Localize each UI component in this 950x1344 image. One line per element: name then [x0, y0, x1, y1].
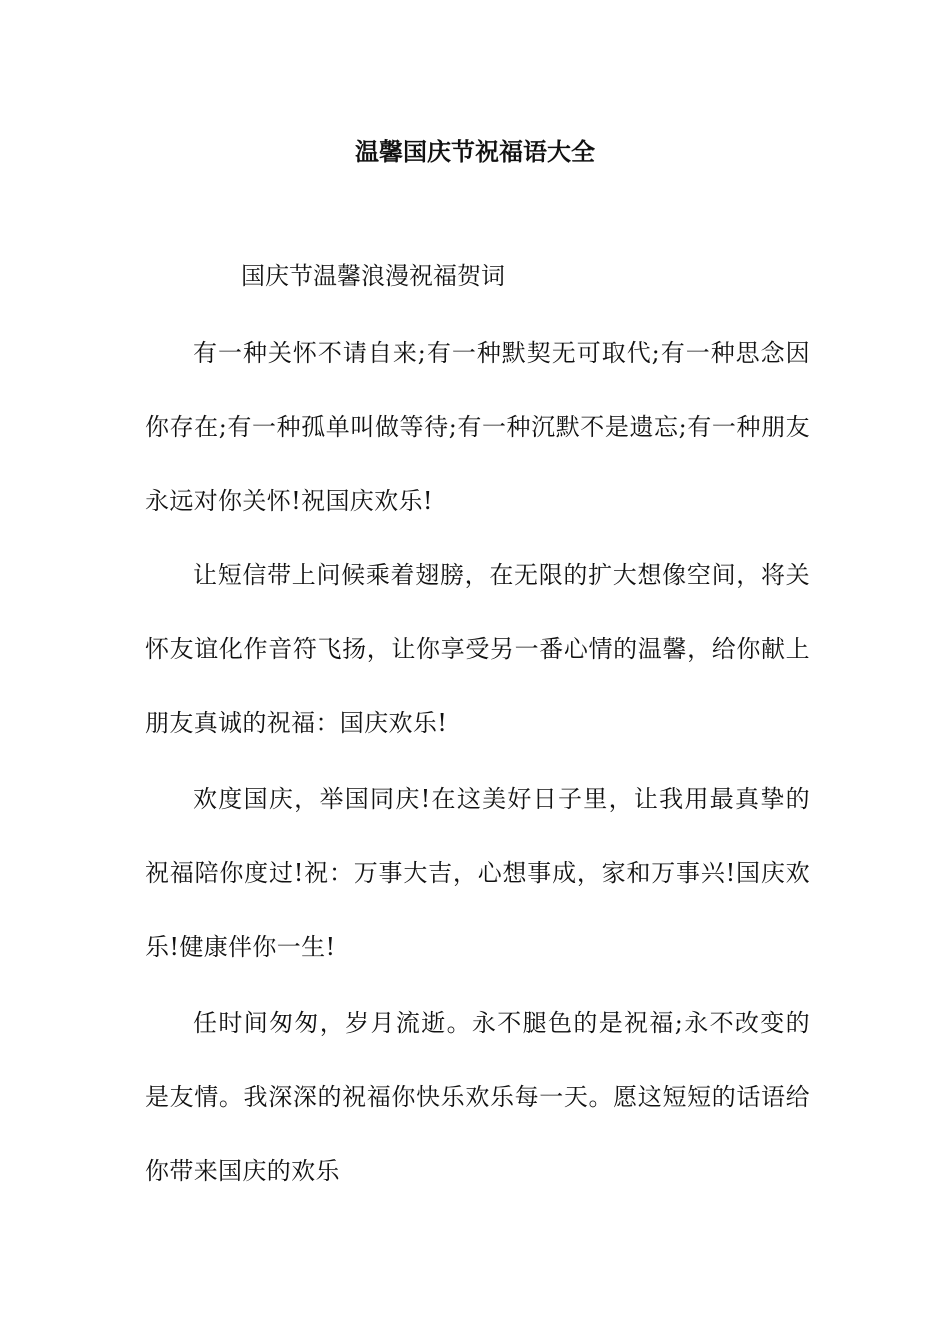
- document-title: 温馨国庆节祝福语大全: [355, 138, 595, 166]
- paragraph-4: 任时间匆匆，岁月流逝。永不腿色的是祝福;永不改变的是友情。我深深的祝福你快乐欢乐每一天。愿这短短的话语给你带来国庆的欢乐: [145, 1009, 810, 1185]
- document-subtitle: 国庆节温馨浪漫祝福贺词: [241, 262, 505, 290]
- paragraph-1: 有一种关怀不请自来;有一种默契无可取代;有一种思念因你存在;有一种孤单叫做等待;有一种沉默不是遗忘;有一种朋友永远对你关怀!祝国庆欢乐!: [145, 339, 810, 515]
- paragraph-3: 欢度国庆，举国同庆!在这美好日子里，让我用最真挚的祝福陪你度过!祝：万事大吉，心想事成，家和万事兴!国庆欢乐!健康伴你一生!: [145, 785, 810, 961]
- paragraph-2: 让短信带上问候乘着翅膀，在无限的扩大想像空间，将关怀友谊化作音符飞扬，让你享受另一番心情的温馨，给你献上朋友真诚的祝福：国庆欢乐!: [145, 561, 810, 737]
